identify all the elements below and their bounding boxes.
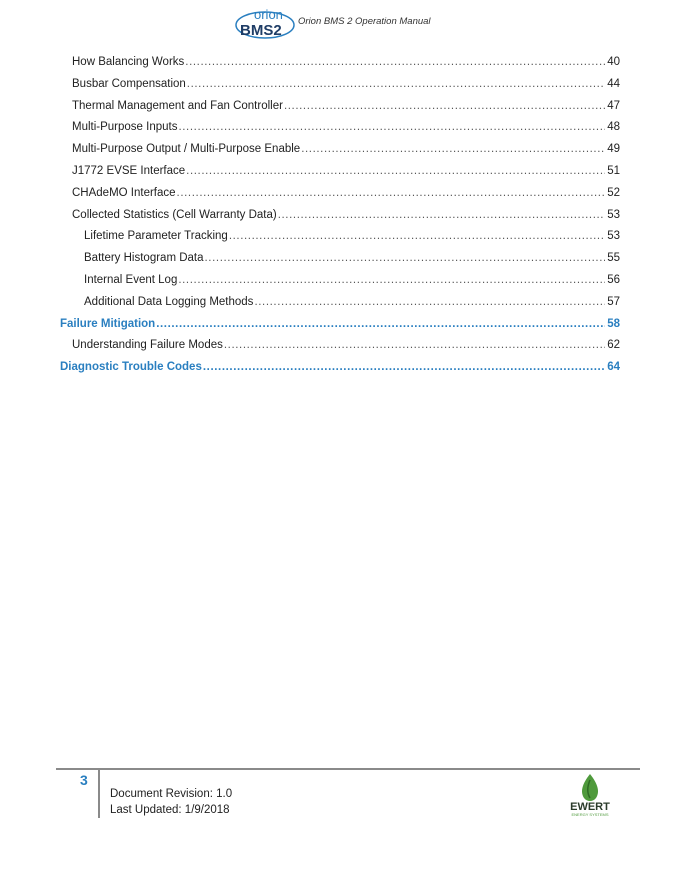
- logo-text: EWERT: [570, 801, 610, 813]
- toc-entry[interactable]: [60, 318, 620, 334]
- toc-entry-page: 47: [607, 99, 620, 112]
- toc-entry-page: 58: [607, 317, 620, 330]
- toc-entry-page: 62: [607, 339, 620, 352]
- toc-entry-label: Collected Statistics (Cell Warranty Data): [72, 208, 277, 221]
- footer-divider: [56, 768, 640, 770]
- toc-entry-label: How Balancing Works: [72, 56, 185, 68]
- toc-leader-dots: [178, 274, 605, 286]
- toc-entry[interactable]: [72, 56, 620, 72]
- toc-entry[interactable]: [72, 143, 620, 159]
- toc-leader-dots: [205, 252, 606, 264]
- last-updated: Last Updated: 1/9/2018: [110, 804, 230, 816]
- toc-entry-label: Understanding Failure Modes: [72, 339, 223, 352]
- toc-entry[interactable]: [84, 252, 620, 268]
- toc-entry-label: Additional Data Logging Methods: [84, 295, 254, 308]
- toc-entry[interactable]: [72, 78, 620, 94]
- toc-entry-label: Busbar Compensation: [72, 77, 186, 90]
- page-number: 3: [80, 772, 88, 788]
- toc-entry[interactable]: [72, 209, 620, 225]
- toc-entry-label: J1772 EVSE Interface: [72, 165, 186, 177]
- toc-leader-dots: [177, 187, 606, 199]
- toc-leader-dots: [186, 165, 605, 177]
- toc-entry-page: 57: [607, 295, 620, 308]
- toc-entry-label: Thermal Management and Fan Controller: [72, 99, 283, 112]
- orion-bms-logo: [234, 4, 296, 40]
- toc-entry-label: Multi-Purpose Output / Multi-Purpose Enable: [72, 143, 301, 156]
- footer-vertical-divider: [98, 770, 100, 818]
- toc-entry[interactable]: [84, 230, 620, 246]
- toc-entry-page: 55: [607, 252, 620, 265]
- toc-entry-label: Multi-Purpose Inputs: [72, 121, 178, 134]
- toc-entry[interactable]: [72, 165, 620, 181]
- toc-leader-dots: [254, 296, 605, 308]
- logo-top-text: orion: [254, 7, 283, 22]
- toc-leader-dots: [178, 121, 605, 133]
- logo-main-text: BMS2: [240, 22, 282, 39]
- toc-leader-dots: [203, 361, 605, 373]
- toc-entry-label: Diagnostic Trouble Codes: [60, 361, 202, 374]
- toc-entry-label: Lifetime Parameter Tracking: [84, 230, 228, 243]
- toc-entry[interactable]: [72, 339, 620, 355]
- toc-entry-page: 49: [607, 143, 620, 156]
- toc-entry[interactable]: [60, 361, 620, 377]
- toc-leader-dots: [278, 209, 605, 221]
- toc-entry[interactable]: [72, 121, 620, 137]
- document-title: Orion BMS 2 Operation Manual: [298, 16, 431, 27]
- toc-entry-page: 51: [607, 165, 620, 177]
- toc-leader-dots: [156, 318, 605, 330]
- toc-entry[interactable]: [84, 296, 620, 312]
- toc-entry[interactable]: [84, 274, 620, 290]
- document-revision: Document Revision: 1.0: [110, 788, 233, 800]
- toc-entry-page: 48: [607, 121, 620, 134]
- toc-leader-dots: [229, 230, 605, 242]
- toc-entry-page: 44: [607, 77, 620, 90]
- toc-entry-page: 52: [607, 186, 620, 199]
- toc-leader-dots: [185, 56, 605, 68]
- toc-entry-label: CHAdeMO Interface: [72, 186, 176, 199]
- toc-entry-page: 64: [607, 361, 620, 374]
- toc-leader-dots: [187, 78, 605, 90]
- toc-leader-dots: [224, 339, 605, 351]
- toc-leader-dots: [301, 143, 605, 155]
- ewert-energy-logo: [560, 772, 620, 818]
- toc-entry[interactable]: [72, 100, 620, 116]
- toc-entry-page: 53: [607, 230, 620, 243]
- toc-entry-label: Battery Histogram Data: [84, 252, 204, 265]
- toc-entry-page: 53: [607, 208, 620, 221]
- logo-subtext: ENERGY SYSTEMS: [571, 812, 609, 817]
- page-header: [0, 0, 680, 50]
- toc-entry-page: 40: [607, 56, 620, 68]
- footer-info: [110, 786, 232, 818]
- toc-entry[interactable]: [72, 187, 620, 203]
- toc-leader-dots: [284, 100, 605, 112]
- toc-entry-label: Failure Mitigation: [60, 317, 156, 330]
- toc-entry-label: Internal Event Log: [84, 274, 178, 286]
- toc-entry-page: 56: [607, 274, 620, 286]
